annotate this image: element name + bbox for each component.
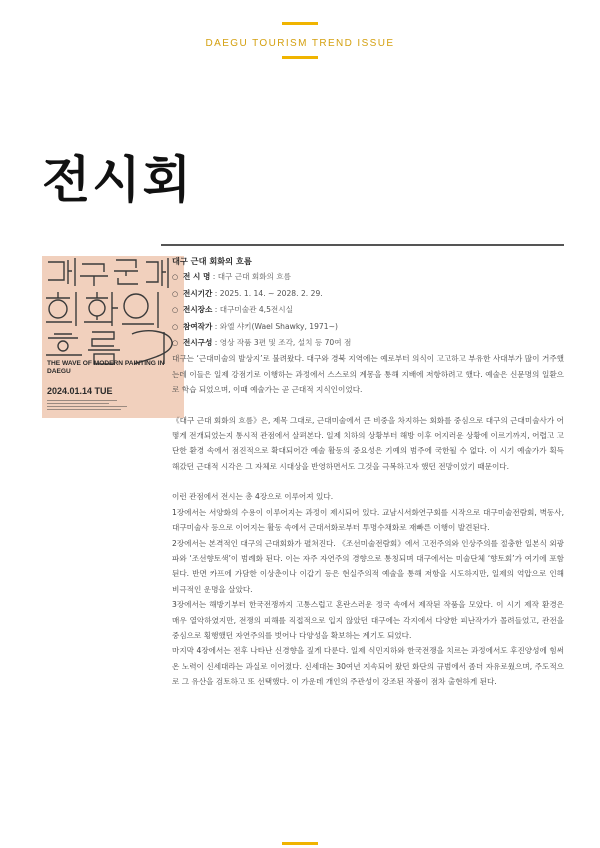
- exhibition-poster: [42, 256, 184, 418]
- circle-bullet-icon: ○: [172, 289, 179, 298]
- chapter-4-paragraph: 마지막 4장에서는 전후 나타난 신경향을 짚게 다룬다. 일제 식민지하와 한국전쟁을 치르는 과정에서도 후진양성에 힘써온 노력이 신세대라는 과실로 이어졌다. 신세대는 30여년 지속되어 왔던 화단의 규범에서 좀더 자유로웠으며, 주도적으로 그 유산을 검토하고 또 선택했다. 이 가운데 개인의 주관성이 강조된 작품이 점차 출현하게 된다.: [172, 646, 564, 687]
- intro-paragraph: 대구는 ‘근대미술의 발상지’로 불려왔다. 대구와 경북 지역에는 예로부터 의식이 고고하고 부유한 사대부가 많이 거주했는데 이들은 일제 강점기로 이행하는 과정에서 스스로의 계몽을 통해 지배에 저항하려고 했다. 예술은 신문명의 일환으로 학습 되었으며, 이때 예술가는 곧 근대적 지식인이었다.: [172, 354, 564, 395]
- info-row-composition: ○ 전시구성 : 영상 작품 3편 및 조각, 설치 등 70여 점: [172, 335, 564, 351]
- chapter-1-paragraph: 1장에서는 서양화의 수용이 이루어지는 과정이 제시되어 있다. 교남시서화연구회를 시작으로 대구미술전람회, 벽동사, 대구미술사 등으로 이어지는 활동 속에서 근대서화로부터 투명수채화로 재빠른 이행이 발견된다.: [172, 507, 564, 533]
- chapter-2-paragraph: 2장에서는 본격적인 대구의 근대회화가 펼쳐진다. 《조선미술전람회》에서 고전주의와 인상주의를 절충한 일본식 외광파와 ‘조선향토색’이 범례화 된다. 이는 자주 자연주의 경향으로 통칭되며 대구에서는 미술단체 ‘향토회’가 여기에 포함된다. 반면 카프에 가담한 이상춘이나 이갑기 등은 현실주의적 예술을 통해 저항을 시도하지만, 일제의 억압으로 인해 비극적인 운명을 살았다.: [172, 538, 564, 594]
- exhibit-content: [172, 254, 564, 690]
- info-row-artist: ○ 참여작가 : 와엘 샤키(Wael Shawky, 1971~): [172, 319, 564, 335]
- header-accent-line-bottom: [282, 56, 318, 59]
- poster-date: 2024.01.14 TUE: [47, 386, 113, 396]
- poster-english-title: THE WAVE OF MODERN PAINTING IN DAEGU: [47, 360, 165, 375]
- circle-bullet-icon: ○: [172, 322, 179, 331]
- footer-accent-line: [282, 842, 318, 845]
- exhibit-heading: 대구 근대 회화의 흐름: [172, 256, 252, 266]
- circle-bullet-icon: ○: [172, 306, 179, 315]
- circle-bullet-icon: ○: [172, 339, 179, 348]
- section-divider: [161, 244, 564, 246]
- chapter-3-paragraph: 3장에서는 해방기부터 한국전쟁까지 고통스럽고 혼란스러운 정국 속에서 제작된 작품을 모았다. 이 시기 제작 환경은 매우 열악하였지만, 전쟁의 피해를 직접적으로 입지 않았던 대구에는 각지에서 다양한 피난작가가 몰려들었고, 관전을 중심으로 횡행했던 자연주의를 벗어나 다양성을 확보하는 계기도 되었다.: [172, 600, 564, 640]
- structure-paragraph: 이런 관점에서 전시는 총 4장으로 이루어져 있다.: [172, 492, 334, 502]
- circle-bullet-icon: ○: [172, 273, 179, 282]
- poster-graphic: [42, 256, 184, 366]
- header-title: DAEGU TOURISM TREND ISSUE: [205, 38, 395, 49]
- header-accent-line: [282, 22, 318, 25]
- poster-fine-print: [47, 399, 157, 412]
- info-row-title: ○ 전 시 명 : 대구 근대 회화의 흐름: [172, 269, 564, 285]
- info-row-period: ○ 전시기간 : 2025. 1. 14. ~ 2028. 2. 29.: [172, 286, 564, 302]
- page-title: 전시회: [42, 151, 193, 209]
- info-row-venue: ○ 전시장소 : 대구미술관 4,5전시실: [172, 302, 564, 318]
- overview-paragraph: 《대구 근대 회화의 흐름》은, 제목 그대로, 근대미술에서 큰 비중을 차지하는 회화를 중심으로 대구의 근대미술사가 어떻게 전개되었는지 통시적 관점에서 살펴본다. 일제 치하의 상황부터 해방 이후 어지러운 상황에 이르기까지, 어렵고 고단한 환경 속에서 점진적으로 확대되어간 예술 활동의 중요성은 기예의 범주에 국한될 수 없다. 이 시기 예술가가 획득해갔던 근대적 시각은 그 자체로 시대상을 반영하면서도 그것을 극복하고자 했던 전망이었기 때문이다.: [172, 415, 564, 471]
